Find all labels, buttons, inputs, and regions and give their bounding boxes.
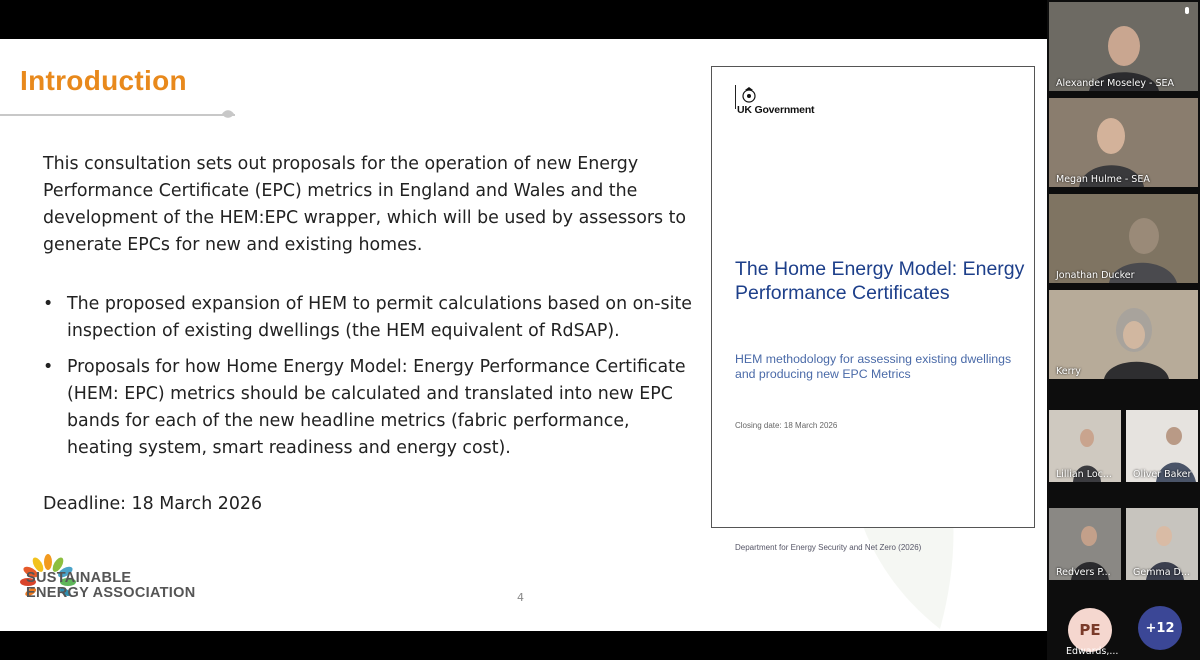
participant-tile[interactable] [1049, 410, 1121, 482]
publisher-label: UK Government [737, 104, 815, 116]
sea-logo-text [26, 571, 196, 601]
title-divider [0, 114, 235, 116]
participant-avatar[interactable]: PE [1068, 608, 1112, 652]
participant-tile[interactable] [1049, 290, 1198, 379]
list-item [43, 291, 693, 345]
intro-text: This consultation sets out proposals for the operation of new Energy Performance Certificate (EPC) metrics in England and Wales and the development of the HEM:EPC wrapper, which will be used by assessors to generate EPCs for new and existing homes. [43, 154, 687, 255]
logo-line-1: SUSTAINABLE [26, 570, 132, 586]
bullet-list [43, 291, 693, 471]
mic-icon [1181, 6, 1193, 18]
closing-date: Closing date: 18 March 2026 [735, 421, 838, 430]
list-item-text: Proposals for how Home Energy Model: Energy Performance Certificate (HEM: EPC) metrics should be calculated and translated into new EPC bands for each of the new headline metrics (fabric performance, heating system, smart readiness and energy cost). [67, 357, 686, 458]
document-title: The Home Energy Model: Energy Performance Certificates [735, 258, 1025, 304]
logo-line-2: ENERGY ASSOCIATION [26, 585, 196, 601]
department-label: Department for Energy Security and Net Zero (2026) [735, 543, 922, 552]
participant-tile[interactable] [1049, 194, 1198, 283]
slide-title: Introduction [20, 65, 187, 96]
intro-paragraph [43, 151, 693, 259]
participant-name: Kerry [1056, 366, 1081, 377]
bullet-dot: • [43, 357, 54, 377]
list-item [43, 354, 693, 462]
more-participants-button[interactable]: +12 [1138, 606, 1182, 650]
participant-name: Megan Hulme - SEA [1056, 174, 1150, 185]
participant-name: Edwards,... [1066, 646, 1119, 657]
participant-tile[interactable] [1126, 508, 1198, 580]
participant-name: Oliver Baker [1133, 469, 1192, 480]
page-number: 4 [517, 591, 524, 604]
participant-name: Redvers P... [1056, 567, 1111, 578]
document-subtitle: HEM methodology for assessing existing dwellings and producing new EPC Metrics [735, 352, 1012, 381]
gov-divider [735, 85, 736, 109]
participant-name: Jonathan Ducker [1056, 270, 1135, 281]
deadline-text: Deadline: 18 March 2026 [43, 494, 263, 514]
participant-tile[interactable] [1049, 98, 1198, 187]
divider-leaf-icon [221, 107, 235, 121]
participant-tile[interactable] [1049, 2, 1198, 91]
participant-tile[interactable] [1049, 508, 1121, 580]
document-cover [711, 66, 1035, 552]
participant-name: Gemma D... [1133, 567, 1190, 578]
royal-crest-icon [738, 86, 760, 106]
participant-name: Lillian Loc... [1056, 469, 1112, 480]
bullet-dot: • [43, 294, 54, 314]
list-item-text: The proposed expansion of HEM to permit calculations based on on-site inspection of existing dwellings (the HEM equivalent of RdSAP). [67, 294, 692, 341]
participant-tile[interactable] [1126, 410, 1198, 482]
participant-name: Alexander Moseley - SEA [1056, 78, 1174, 89]
